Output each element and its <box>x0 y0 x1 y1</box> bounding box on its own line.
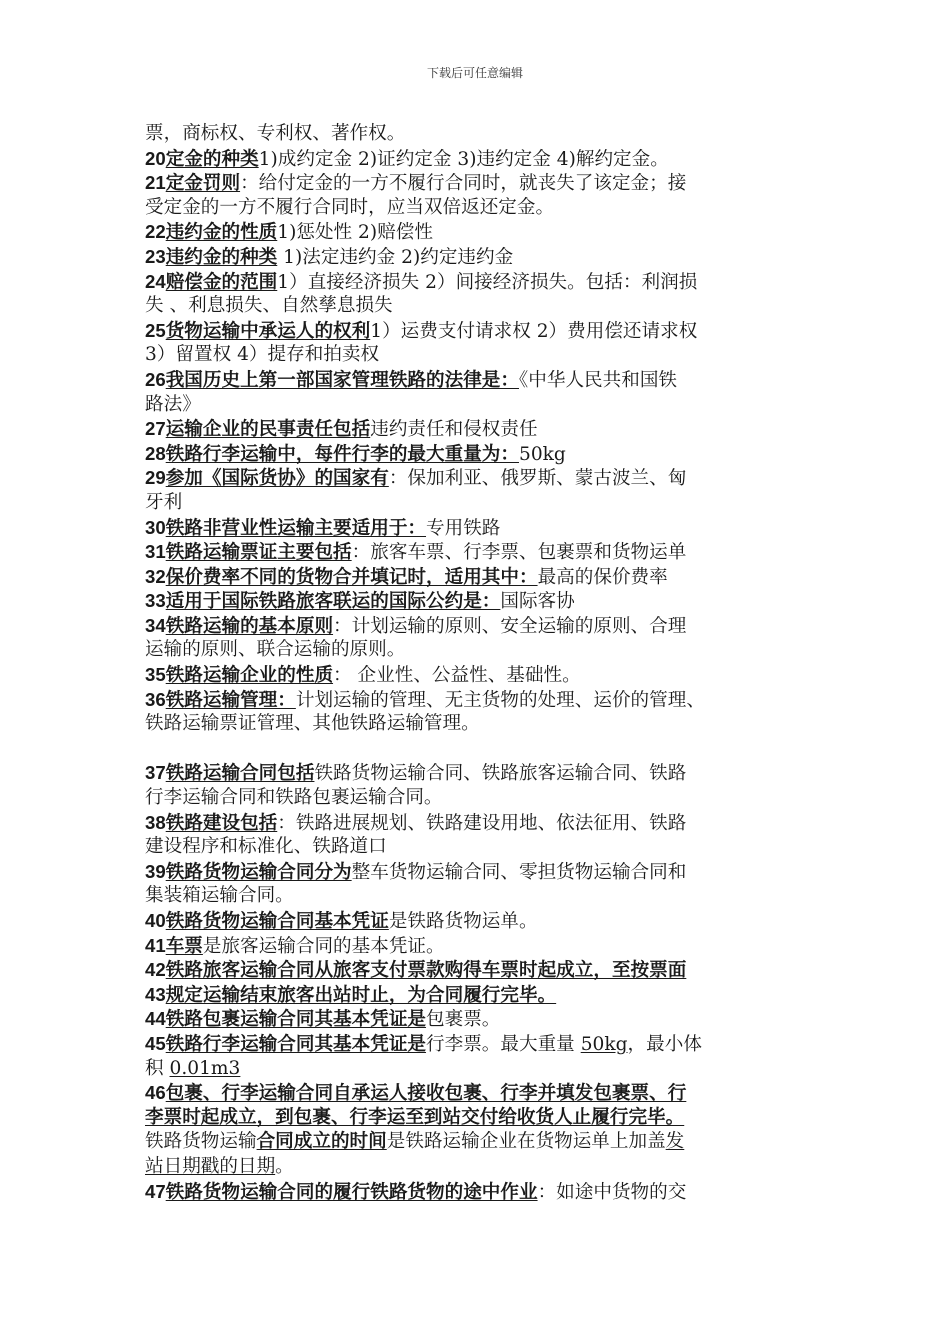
item-number: 21 <box>145 172 166 194</box>
item-number: 39 <box>145 860 166 882</box>
text-line <box>145 417 835 442</box>
item-number: 36 <box>145 688 166 710</box>
term-heading: 定金的种类 <box>165 148 259 170</box>
text-run: 是铁路运输企业在货物运单上加盖 <box>386 1131 666 1153</box>
text-line <box>145 712 835 737</box>
text-line <box>145 1081 835 1106</box>
item-number: 40 <box>145 910 166 931</box>
text-run: ：计划运输的原则、安全运输的原则、合理 <box>333 615 687 637</box>
item-number: 35 <box>145 664 166 686</box>
text-line <box>145 270 835 295</box>
text-run: 铁路货物运输 <box>145 1131 257 1153</box>
text-line <box>145 171 835 196</box>
item-number: 22 <box>145 221 166 243</box>
term-heading: 铁路运输管理： <box>165 689 296 711</box>
item-number: 23 <box>145 245 166 267</box>
text-line <box>145 565 835 590</box>
item-number: 38 <box>145 811 166 833</box>
text-line <box>145 1180 835 1205</box>
underlined-text: 50kg <box>580 1033 628 1055</box>
term-heading: 定金罚则 <box>165 173 241 195</box>
text-line <box>145 909 835 934</box>
text-run: 是铁路货物运单。 <box>388 911 538 932</box>
term-heading: 规定运输结束旅客出站时止，为合同履行完毕。 <box>165 984 557 1006</box>
item-number: 27 <box>145 418 166 440</box>
text-line <box>145 761 835 786</box>
text-run: 1)法定违约金 2)约定违约金 <box>277 246 514 268</box>
term-heading: 适用于国际铁路旅客联运的国际公约是： <box>165 591 501 613</box>
text-run: 是旅客运输合同的基本凭证。 <box>202 935 445 957</box>
term-heading: 铁路运输票证主要包括 <box>165 542 352 564</box>
text-line <box>145 786 835 811</box>
term-heading: 铁路运输合同包括 <box>165 763 315 785</box>
item-number: 20 <box>145 147 166 169</box>
term-heading: 违约金的种类 <box>165 246 278 268</box>
text-line <box>145 614 835 639</box>
item-number: 34 <box>145 614 166 636</box>
text-line <box>145 343 835 368</box>
text-run: 失 、利息损失、自然孳息损失 <box>145 295 393 317</box>
text-line <box>145 958 835 983</box>
term-heading: 参加《国际货协》的国家有 <box>165 468 389 490</box>
term-heading: 货物运输中承运人的权利 <box>165 320 371 342</box>
blank-line <box>145 737 835 762</box>
term-heading: 铁路货物运输合同分为 <box>165 861 352 883</box>
text-run: 集装箱运输合同。 <box>145 885 294 907</box>
text-run: 国际客协 <box>500 591 575 613</box>
item-number: 31 <box>145 541 166 563</box>
term-heading: 包裹、行李运输合同自承运人接收包裹、行李并填发包裹票、行 <box>165 1083 687 1105</box>
term-heading: 我国历史上第一部国家管理铁路的法律是： <box>165 369 519 391</box>
text-run: ： 企业性、公益性、基础性。 <box>333 665 581 687</box>
term-heading: 铁路行李运输合同其基本凭证是 <box>165 1033 427 1055</box>
text-run: 票，商标权、专利权、著作权。 <box>145 123 406 144</box>
item-number: 29 <box>145 467 166 489</box>
text-line <box>145 540 835 565</box>
text-run: 路法》 <box>145 393 201 415</box>
text-line <box>145 393 835 418</box>
term-heading: 铁路建设包括 <box>165 812 278 834</box>
text-run: 行李运输合同和铁路包裹运输合同。 <box>145 787 443 809</box>
item-number: 24 <box>145 270 166 292</box>
item-number: 32 <box>145 565 166 587</box>
term-heading: 李票时起成立，到包裹、行李运至到站交付给收货人止履行完毕。 <box>145 1106 685 1128</box>
text-line <box>145 1032 835 1057</box>
text-line <box>145 442 835 467</box>
text-line <box>145 319 835 344</box>
text-run: 专用铁路 <box>426 517 501 539</box>
text-run: 积 <box>145 1057 170 1079</box>
item-number: 41 <box>145 934 166 956</box>
text-run: 最高的保价费率 <box>537 566 668 588</box>
text-line <box>145 688 835 713</box>
text-run: 受定金的一方不履行合同时，应当双倍返还定金。 <box>145 196 555 218</box>
term-heading: 车票 <box>165 935 203 957</box>
text-run: 计划运输的管理、无主货物的处理、运价的管理、 <box>295 689 705 711</box>
term-heading: 铁路旅客运输合同从旅客支付票款购得车票时起成立，至按票面 <box>165 960 687 982</box>
page-header: 下载后可任意编辑 <box>426 66 523 80</box>
underlined-text: 发 <box>665 1131 685 1153</box>
item-number: 42 <box>145 959 166 981</box>
text-run: 《中华人民共和国铁 <box>518 369 678 391</box>
item-number: 28 <box>145 442 166 464</box>
text-run: ：旅客车票、行李票、包裹票和货物运单 <box>351 542 687 564</box>
term-heading: 违约金的性质 <box>165 222 278 244</box>
item-number: 33 <box>145 590 166 612</box>
text-run: 建设程序和标准化、铁路道口 <box>145 836 387 858</box>
term-heading: 铁路货物运输合同的履行铁路货物的途中作业 <box>165 1181 538 1203</box>
text-line <box>145 1106 835 1131</box>
text-run: ：保加利亚、俄罗斯、蒙古波兰、匈 <box>388 468 687 490</box>
text-run: 铁路货物运输合同、铁路旅客运输合同、铁路 <box>314 763 687 785</box>
text-run: 。 <box>275 1155 294 1177</box>
text-line <box>145 884 835 909</box>
text-run: 牙利 <box>145 491 183 513</box>
text-run: ：给付定金的一方不履行合同时，就丧失了该定金；接 <box>240 173 687 195</box>
term-heading: 铁路运输的基本原则 <box>165 615 334 637</box>
item-number: 30 <box>145 516 166 538</box>
text-run: 3）留置权 4）提存和拍卖权 <box>145 344 380 366</box>
text-line <box>145 811 835 836</box>
text-line <box>145 589 835 614</box>
item-number: 44 <box>145 1008 166 1030</box>
text-line <box>145 1007 835 1032</box>
underlined-text: 0.01m3 <box>169 1057 241 1079</box>
term-heading: 铁路非营业性运输主要适用于： <box>165 517 427 539</box>
underlined-text: 站日期戳的日期 <box>145 1155 276 1177</box>
term-heading: 合同成立的时间 <box>256 1131 387 1153</box>
text-line <box>145 516 835 541</box>
text-line <box>145 663 835 688</box>
text-run: 1)成约定金 2)证约定金 3)违约定金 4)解约定金。 <box>258 148 669 170</box>
text-line <box>145 860 835 885</box>
term-heading: 保价费率不同的货物合并填记时，适用其中： <box>165 566 538 588</box>
term-heading: 铁路运输企业的性质 <box>165 665 334 687</box>
text-run: 1)惩处性 2)赔偿性 <box>277 222 433 244</box>
text-line <box>145 220 835 245</box>
text-line <box>145 368 835 393</box>
text-line <box>145 196 835 221</box>
text-line <box>145 1155 835 1180</box>
text-line <box>145 294 835 319</box>
text-line <box>145 638 835 663</box>
text-run: 1）运费支付请求权 2）费用偿还请求权 <box>370 320 698 342</box>
text-line <box>145 934 835 959</box>
text-run: ，最小体 <box>627 1033 702 1055</box>
item-number: 43 <box>145 983 166 1005</box>
document-body <box>145 122 835 1204</box>
text-run: ：如途中货物的交 <box>537 1181 687 1203</box>
item-number: 47 <box>145 1180 166 1202</box>
text-line <box>145 1057 835 1082</box>
text-line <box>145 1130 835 1155</box>
term-heading: 铁路货物运输合同基本凭证 <box>165 911 389 932</box>
text-line <box>145 835 835 860</box>
text-run: 包裹票。 <box>426 1009 501 1031</box>
item-number: 46 <box>145 1082 166 1104</box>
item-number: 25 <box>145 319 166 341</box>
term-heading: 运输企业的民事责任包括 <box>165 419 371 441</box>
text-run: 行李票。最大重量 <box>426 1033 581 1055</box>
term-heading: 铁路包裹运输合同其基本凭证是 <box>165 1009 427 1031</box>
term-heading: 赔偿金的范围 <box>165 271 278 293</box>
text-run: 1）直接经济损失 2）间接经济损失。包括：利润损 <box>277 271 698 293</box>
text-line <box>145 466 835 491</box>
item-number: 37 <box>145 762 166 784</box>
text-run: 铁路运输票证管理、其他铁路运输管理。 <box>145 713 480 735</box>
text-line <box>145 122 835 147</box>
text-run: 50kg <box>518 443 566 465</box>
text-line <box>145 147 835 172</box>
text-line <box>145 245 835 270</box>
item-number: 45 <box>145 1032 166 1054</box>
text-run: ：铁路进展规划、铁路建设用地、依法征用、铁路 <box>277 812 687 834</box>
text-line <box>145 491 835 516</box>
item-number: 26 <box>145 368 166 390</box>
text-run: 运输的原则、联合运输的原则。 <box>145 639 406 661</box>
text-run: 违约责任和侵权责任 <box>370 419 538 441</box>
term-heading: 铁路行李运输中，每件行李的最大重量为： <box>165 443 519 465</box>
text-run: 整车货物运输合同、零担货物运输合同和 <box>351 861 687 883</box>
text-line <box>145 983 835 1008</box>
